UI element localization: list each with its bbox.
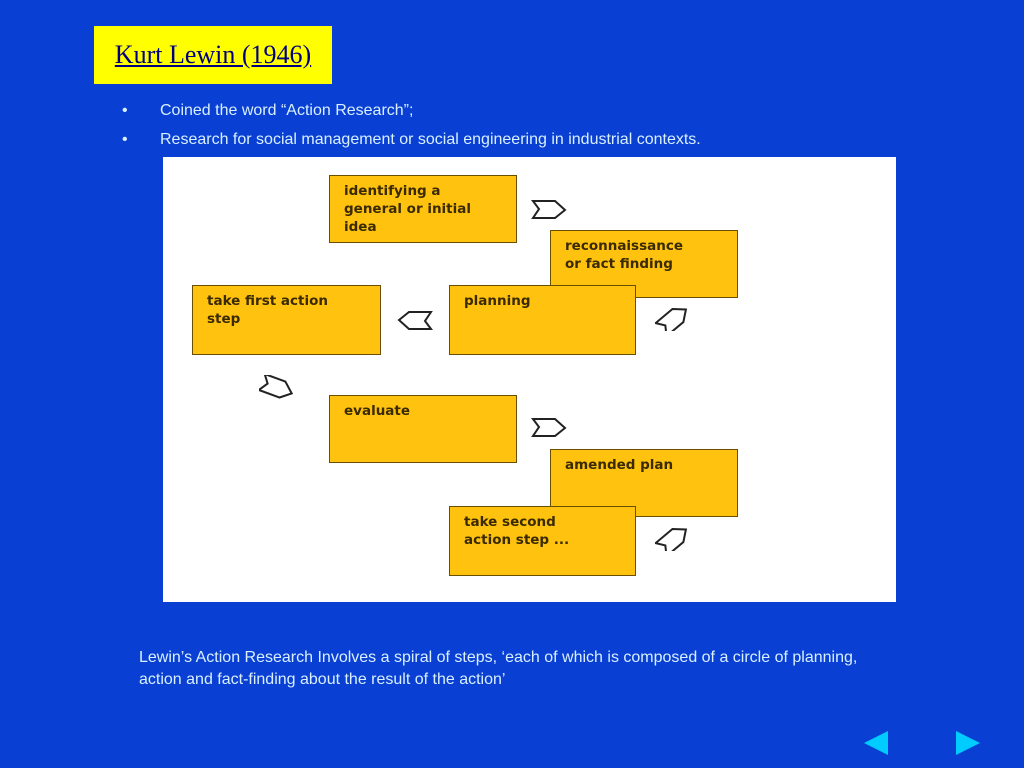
- next-arrow-icon: [954, 730, 982, 756]
- bullet-text: Research for social management or social engineering in industrial contexts.: [160, 131, 701, 148]
- step-amended-plan: amended plan: [550, 449, 738, 517]
- bullet-dot: •: [122, 131, 128, 148]
- list-item: [120, 129, 701, 158]
- bullet-dot: •: [122, 102, 128, 119]
- right-arrow-icon: [531, 415, 567, 439]
- step-identifying-idea: identifying a general or initial idea: [329, 175, 517, 243]
- previous-slide-button[interactable]: [862, 730, 890, 756]
- step-evaluate: evaluate: [329, 395, 517, 463]
- previous-arrow-icon: [862, 730, 890, 756]
- up-right-arrow-icon: [655, 307, 691, 331]
- slide-title: Kurt Lewin (1946): [114, 40, 312, 69]
- step-planning: planning: [449, 285, 636, 355]
- left-arrow-icon: [397, 309, 433, 333]
- right-arrow-icon: [531, 197, 567, 221]
- action-research-spiral-diagram: [163, 157, 896, 602]
- caption-text: Lewin’s Action Research Involves a spiral of steps, ‘each of which is composed of a circle of planning, action and fact-finding about the result of the action’: [139, 649, 858, 688]
- next-slide-button[interactable]: [954, 730, 982, 756]
- step-reconnaissance: reconnaissance or fact finding: [550, 230, 738, 298]
- bullet-list: [120, 100, 701, 158]
- step-take-first-action: take first action step: [192, 285, 381, 355]
- list-item: [120, 100, 701, 129]
- slide-title-box: [94, 26, 332, 84]
- bullet-text: Coined the word “Action Research”;: [160, 102, 414, 119]
- step-take-second-action: take second action step ...: [449, 506, 636, 576]
- down-right-arrow-icon: [259, 375, 295, 399]
- up-right-arrow-icon: [655, 527, 691, 551]
